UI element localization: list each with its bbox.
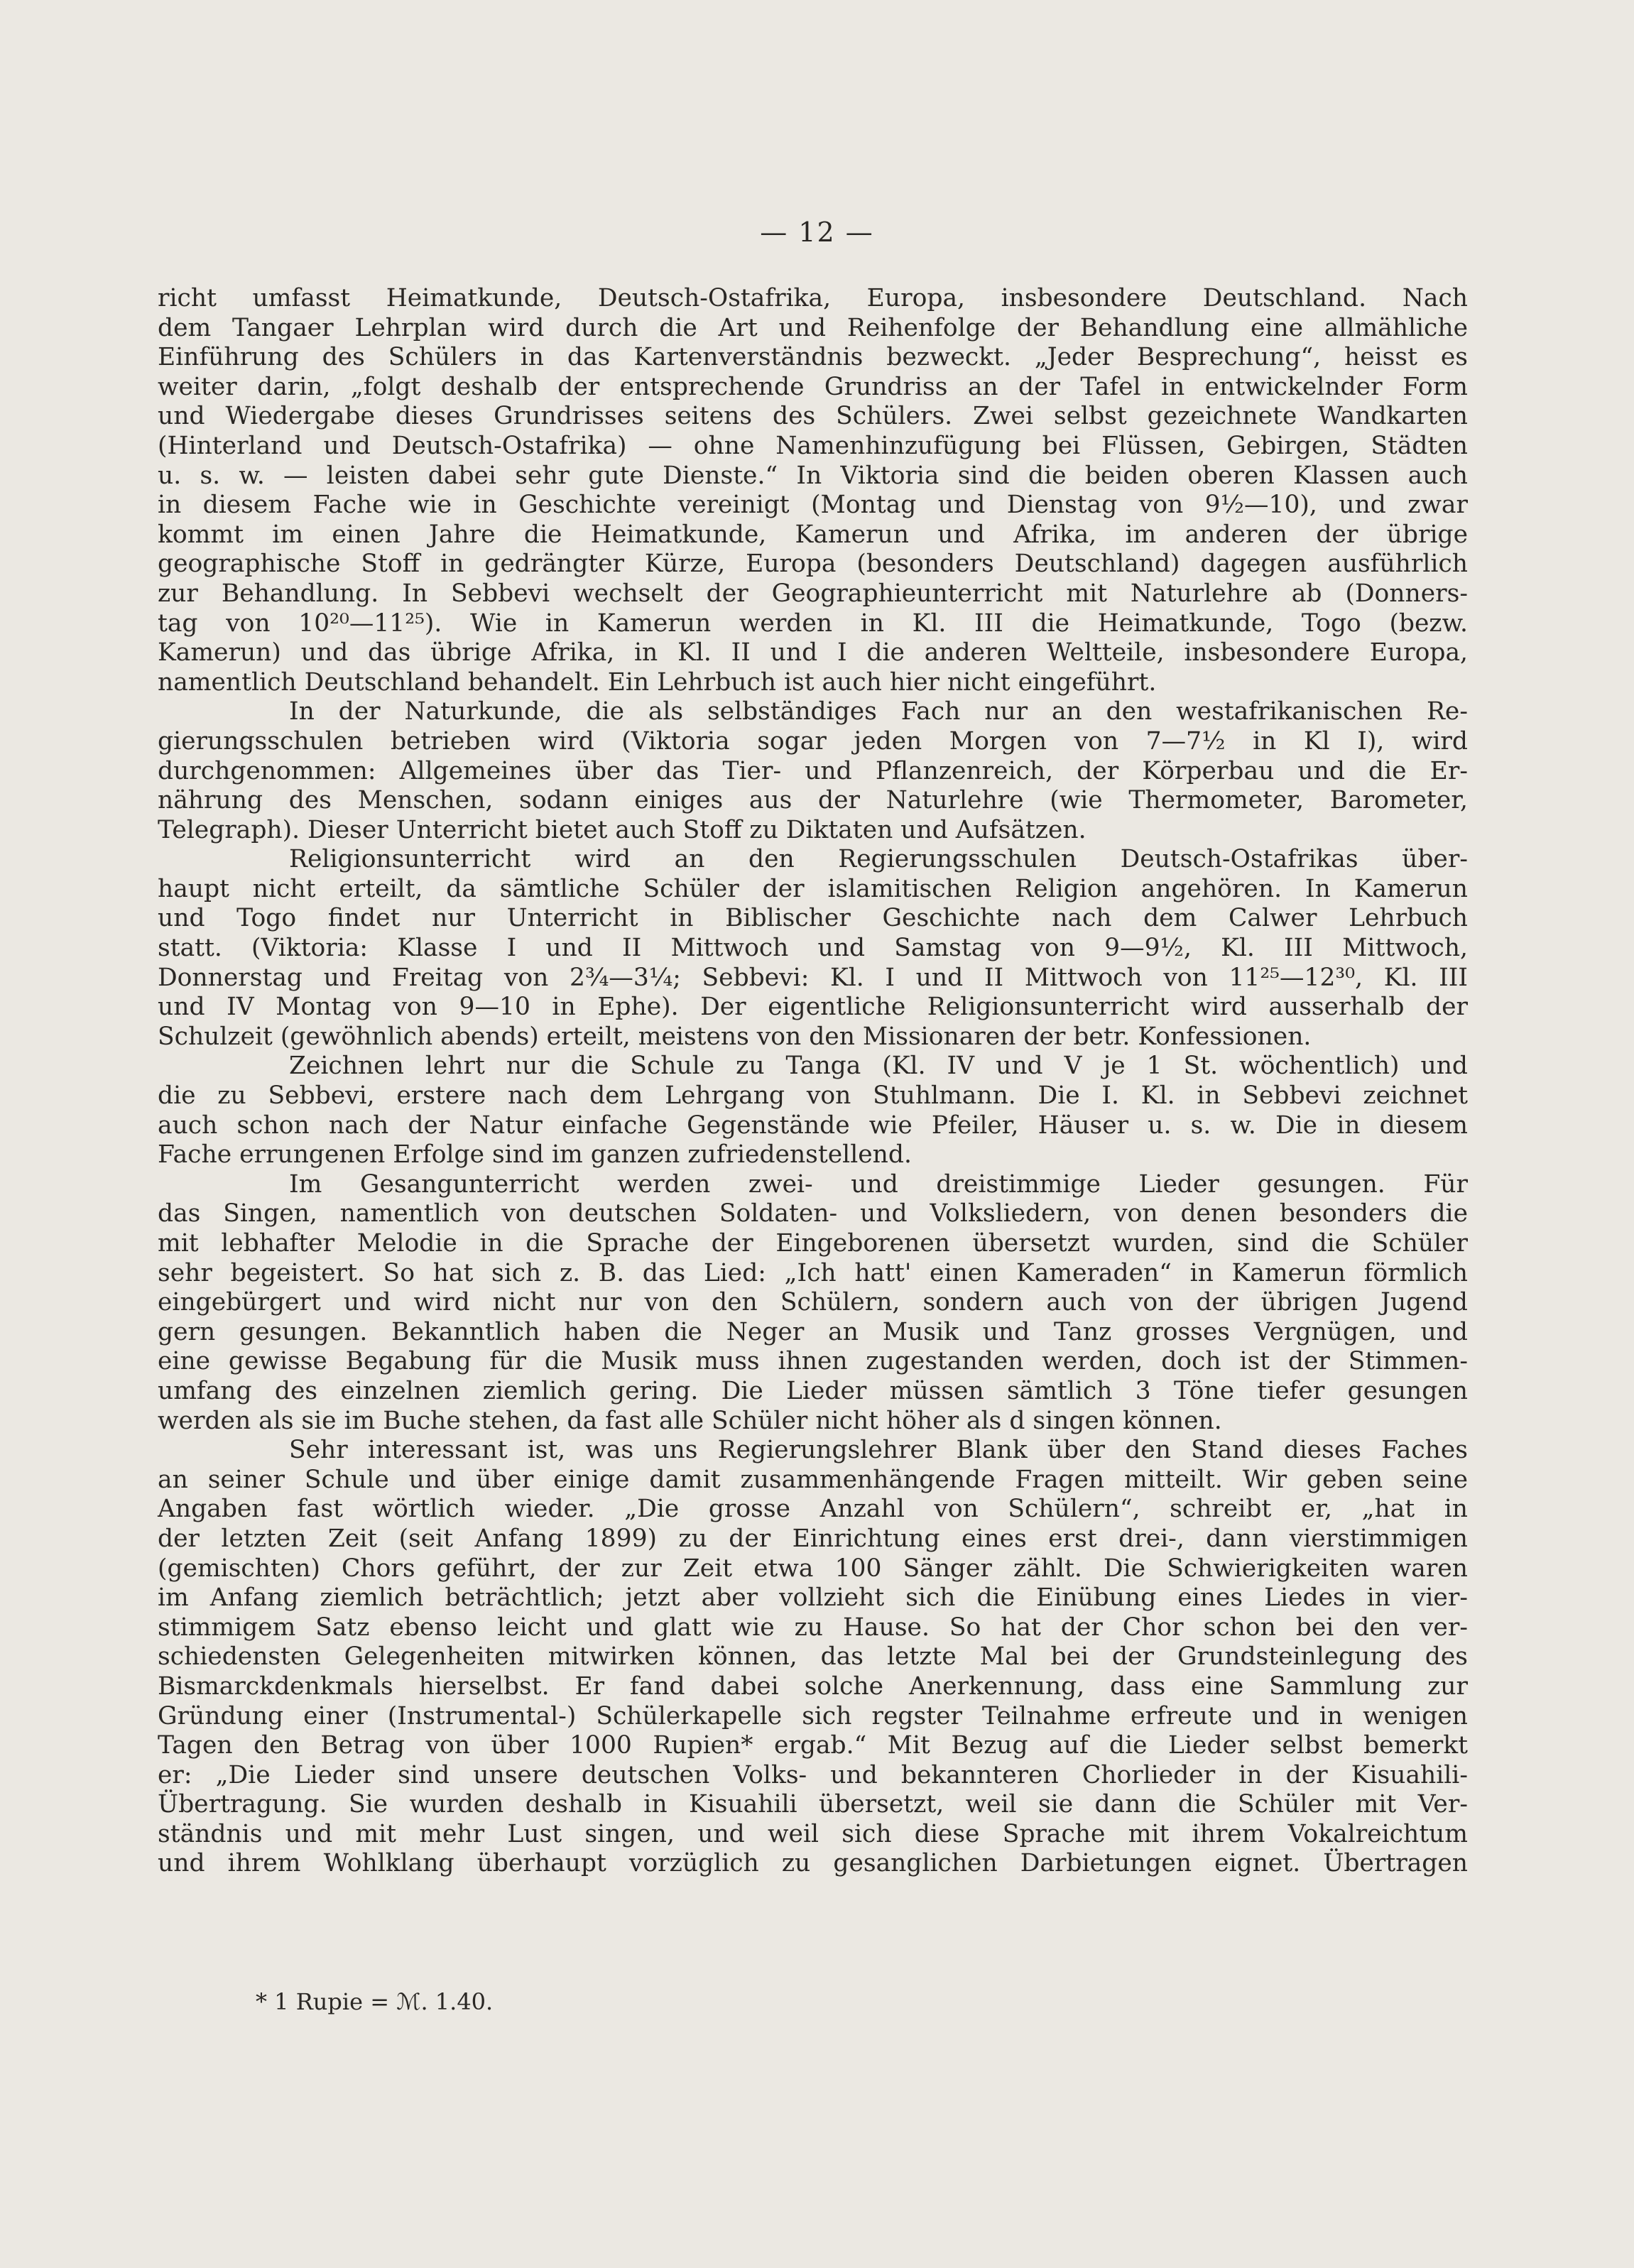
paragraph-gesang (158, 1170, 1468, 1436)
text-line: Einführung des Schülers in das Kartenverständnis bezweckt. „Jeder Besprechung“, heisst es (158, 343, 1468, 372)
text-line: mit lebhafter Melodie in die Sprache der Eingeborenen übersetzt wurden, sind die Schüler (158, 1229, 1468, 1258)
text-line: weiter darin, „folgt deshalb der entsprechende Grundriss an der Tafel in entwickelnder Form (158, 372, 1468, 401)
text-line: ständnis und mit mehr Lust singen, und weil sich diese Sprache mit ihrem Vokalreichtum (158, 1819, 1468, 1848)
text-line: werden als sie im Buche stehen, da fast alle Schüler nicht höher als d singen können. (158, 1406, 1222, 1435)
paragraph-religion (158, 845, 1468, 1052)
text-line: Fache errungenen Erfolge sind im ganzen zufriedenstellend. (158, 1140, 912, 1170)
text-line: geographische Stoff in gedrängter Kürze, Europa (besonders Deutschland) dagegen ausführlich (158, 550, 1468, 579)
text-line: nährung des Menschen, sodann einiges aus der Naturlehre (wie Thermometer, Barometer, (158, 786, 1468, 815)
text-line: umfang des einzelnen ziemlich gering. Die Lieder müssen sämtlich 3 Töne tiefer gesungen (158, 1376, 1468, 1405)
body-text (158, 284, 1468, 1879)
paragraph-zeichnen (158, 1052, 1468, 1170)
text-line: Übertragung. Sie wurden deshalb in Kisuahili übersetzt, weil sie dann die Schüler mit Ver- (158, 1790, 1468, 1819)
paragraph-naturkunde (158, 697, 1468, 845)
text-line: Religionsunterricht wird an den Regierungsschulen Deutsch-Ostafrikas über- (289, 845, 1468, 874)
text-line: namentlich Deutschland behandelt. Ein Lehrbuch ist auch hier nicht eingeführt. (158, 667, 1157, 697)
text-line: dem Tangaer Lehrplan wird durch die Art und Reihenfolge der Behandlung eine allmähliche (158, 313, 1468, 342)
text-line: Kamerun) und das übrige Afrika, in Kl. II und I die anderen Weltteile, insbesondere Europa, (158, 638, 1468, 667)
text-line: Donnerstag und Freitag von 2¾—3¼; Sebbevi: Kl. I und II Mittwoch von 11²⁵—12³⁰, Kl. III (158, 963, 1468, 992)
text-line: er: „Die Lieder sind unsere deutschen Volks- und bekannteren Chorlieder in der Kisuahili- (158, 1760, 1468, 1789)
page-number: — 12 — (760, 217, 874, 248)
text-line: der letzten Zeit (seit Anfang 1899) zu der Einrichtung eines erst drei-, dann vierstimmigen (158, 1524, 1468, 1553)
text-line: statt. (Viktoria: Klasse I und II Mittwoch und Samstag von 9—9½, Kl. III Mittwoch, (158, 934, 1468, 963)
text-line: tag von 10²⁰—11²⁵). Wie in Kamerun werden in Kl. III die Heimatkunde, Togo (bezw. (158, 609, 1468, 638)
text-line: in diesem Fache wie in Geschichte vereinigt (Montag und Dienstag von 9½—10), und zwar (158, 491, 1468, 520)
text-line: Bismarckdenkmals hierselbst. Er fand dabei solche Anerkennung, dass eine Sammlung zur (158, 1672, 1468, 1701)
text-line: und ihrem Wohlklang überhaupt vorzüglich zu gesanglichen Darbietungen eignet. Übertragen (158, 1849, 1468, 1878)
text-line: durchgenommen: Allgemeines über das Tier- und Pflanzenreich, der Körperbau und die Er- (158, 756, 1468, 785)
text-line: und Wiedergabe dieses Grundrisses seitens des Schülers. Zwei selbst gezeichnete Wandkarten (158, 402, 1468, 431)
text-line: zur Behandlung. In Sebbevi wechselt der Geographieunterricht mit Naturlehre ab (Donners- (158, 579, 1468, 608)
text-line: schiedensten Gelegenheiten mitwirken können, das letzte Mal bei der Grundsteinlegung des (158, 1642, 1468, 1672)
text-line: haupt nicht erteilt, da sämtliche Schüler der islamitischen Religion angehören. In Kamerun (158, 874, 1468, 903)
text-line: Zeichnen lehrt nur die Schule zu Tanga (Kl. IV und V je 1 St. wöchentlich) und (289, 1052, 1468, 1081)
text-line: eingebürgert und wird nicht nur von den Schülern, sondern auch von der übrigen Jugend (158, 1288, 1468, 1317)
text-line: (Hinterland und Deutsch-Ostafrika) — ohne Namenhinzufügung bei Flüssen, Gebirgen, Städten (158, 431, 1468, 460)
text-line: im Anfang ziemlich beträchtlich; jetzt aber vollzieht sich die Einübung eines Liedes in vier- (158, 1583, 1468, 1613)
text-line: Telegraph). Dieser Unterricht bietet auch Stoff zu Diktaten und Aufsätzen. (158, 815, 1086, 844)
text-line: richt umfasst Heimatkunde, Deutsch-Ostafrika, Europa, insbesondere Deutschland. Nach (158, 284, 1468, 312)
text-line: auch schon nach der Natur einfache Gegenstände wie Pfeiler, Häuser u. s. w. Die in diesem (158, 1111, 1468, 1140)
text-line: u. s. w. — leisten dabei sehr gute Dienste.“ In Viktoria sind die beiden oberen Klassen auch (158, 461, 1468, 490)
text-line: und IV Montag von 9—10 in Ephe). Der eigentliche Religionsunterricht wird ausserhalb der (158, 993, 1468, 1022)
paragraph-blank-report (158, 1436, 1468, 1879)
text-line: Sehr interessant ist, was uns Regierungslehrer Blank über den Stand dieses Faches (289, 1436, 1468, 1465)
text-line: kommt im einen Jahre die Heimatkunde, Kamerun und Afrika, im anderen der übrige (158, 520, 1468, 549)
text-line: gern gesungen. Bekanntlich haben die Neger an Musik und Tanz grosses Vergnügen, und (158, 1317, 1468, 1346)
text-line: gierungsschulen betrieben wird (Viktoria sogar jeden Morgen von 7—7½ in Kl I), wird (158, 726, 1468, 756)
text-line: stimmigem Satz ebenso leicht und glatt wie zu Hause. So hat der Chor schon bei den ver- (158, 1613, 1468, 1642)
paragraph-geography (158, 284, 1468, 697)
text-line: Im Gesangunterricht werden zwei- und dreistimmige Lieder gesungen. Für (289, 1170, 1468, 1199)
text-line: Tagen den Betrag von über 1000 Rupien* ergab.“ Mit Bezug auf die Lieder selbst bemerkt (158, 1731, 1468, 1760)
text-line: das Singen, namentlich von deutschen Soldaten- und Volksliedern, von denen besonders die (158, 1199, 1468, 1228)
text-line: sehr begeistert. So hat sich z. B. das Lied: „Ich hatt' einen Kameraden“ in Kamerun förmlich (158, 1258, 1468, 1287)
text-line: Gründung einer (Instrumental-) Schülerkapelle sich regster Teilnahme erfreute und in wenigen (158, 1701, 1468, 1730)
text-line: In der Naturkunde, die als selbständiges Fach nur an den westafrikanischen Re- (289, 697, 1468, 726)
text-line: eine gewisse Begabung für die Musik muss ihnen zugestanden werden, doch ist der Stimmen- (158, 1347, 1468, 1376)
text-line: (gemischten) Chors geführt, der zur Zeit etwa 100 Sänger zählt. Die Schwierigkeiten waren (158, 1554, 1468, 1583)
text-line: und Togo findet nur Unterricht in Biblischer Geschichte nach dem Calwer Lehrbuch (158, 904, 1468, 933)
text-line: Schulzeit (gewöhnlich abends) erteilt, meistens von den Missionaren der betr. Konfessionen. (158, 1022, 1312, 1051)
footnote: * 1 Rupie = ℳ. 1.40. (256, 1988, 494, 2015)
text-line: die zu Sebbevi, erstere nach dem Lehrgang von Stuhlmann. Die I. Kl. in Sebbevi zeichnet (158, 1081, 1468, 1111)
text-line: an seiner Schule und über einige damit zusammenhängende Fragen mitteilt. Wir geben seine (158, 1465, 1468, 1494)
text-line: Angaben fast wörtlich wieder. „Die grosse Anzahl von Schülern“, schreibt er, „hat in (158, 1495, 1468, 1524)
